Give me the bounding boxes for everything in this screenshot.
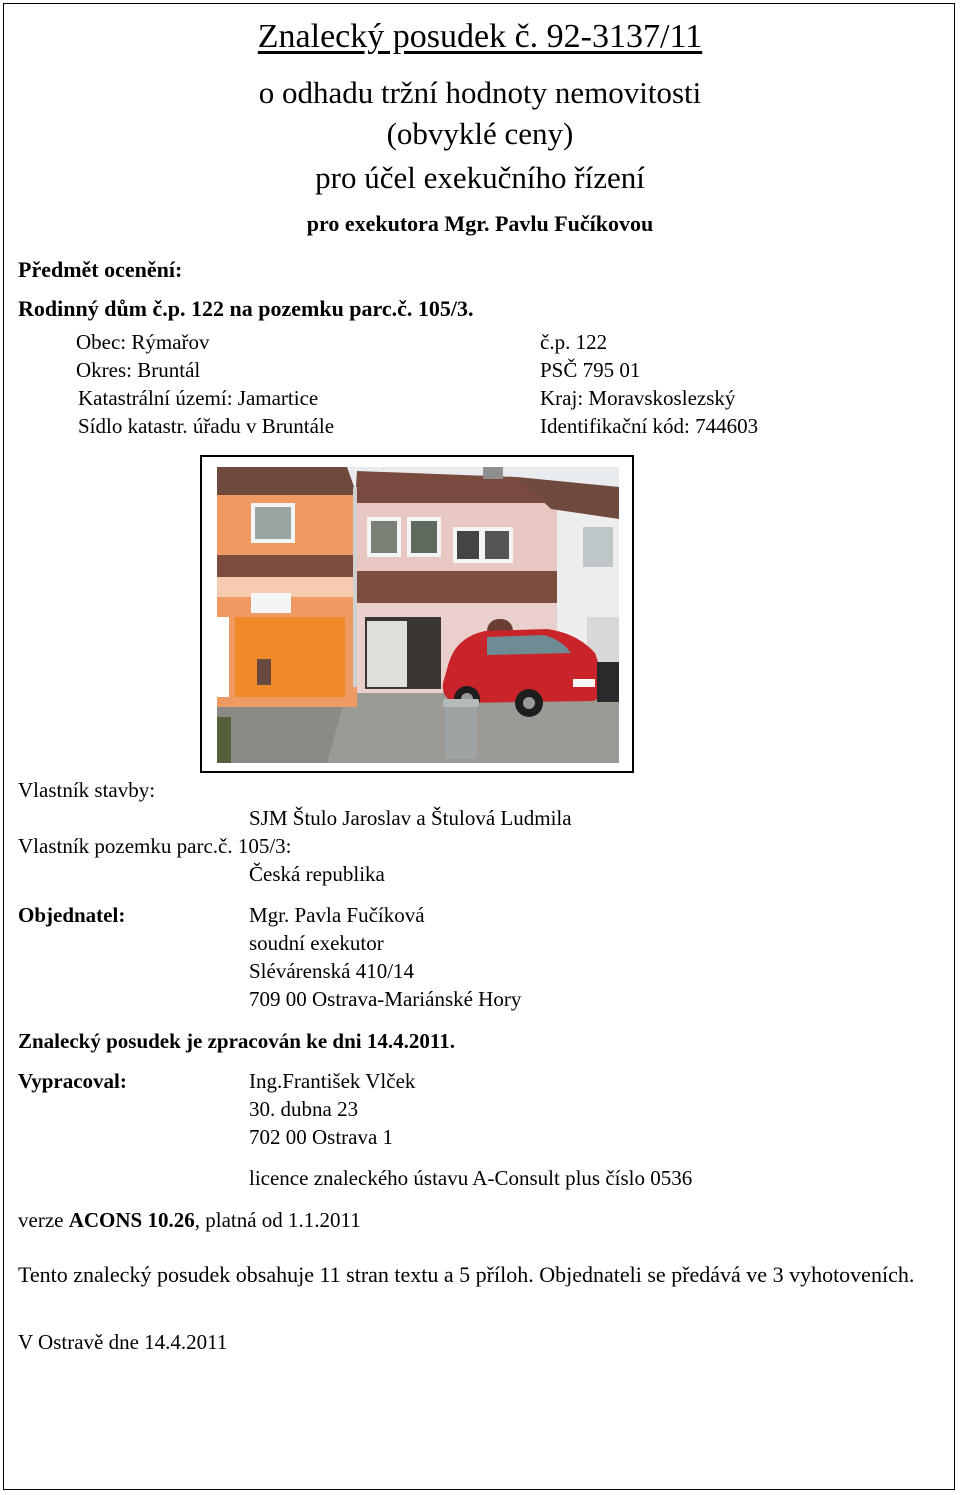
author-street: 30. dubna 23: [249, 1097, 359, 1121]
report-date-line: Znalecký posudek je zpracován ke dni 14.4.2011.: [18, 1029, 455, 1053]
client-street: Slévárenská 410/14: [249, 959, 415, 983]
document-title: Znalecký posudek č. 92-3137/11: [257, 18, 703, 55]
cadastral-office: Sídlo katastr. úřadu v Bruntále: [78, 414, 335, 438]
subtitle-valuation: o odhadu tržní hodnoty nemovitosti: [258, 75, 702, 110]
author-name: Ing.František Vlček: [249, 1069, 416, 1093]
building-owner-label: Vlastník stavby:: [18, 778, 156, 802]
municipality: Obec: Rýmařov: [76, 330, 210, 354]
client-city: 709 00 Ostrava-Mariánské Hory: [249, 987, 522, 1011]
author-city: 702 00 Ostrava 1: [249, 1125, 394, 1149]
client-role: soudní exekutor: [249, 931, 384, 955]
postal-code: PSČ 795 01: [540, 358, 641, 382]
identification-code: Identifikační kód: 744603: [540, 414, 759, 438]
contents-note: Tento znalecký posudek obsahuje 11 stran textu a 5 příloh. Objednateli se předává ve 3 vyhotoveních.: [18, 1262, 915, 1287]
subtitle-purpose: pro účel exekučního řízení: [315, 160, 645, 195]
executor-line: pro exekutora Mgr. Pavlu Fučíkovou: [306, 211, 654, 236]
software-version: [18, 1208, 361, 1233]
client-name: Mgr. Pavla Fučíková: [249, 903, 425, 927]
subject-label: Předmět ocenění:: [18, 257, 183, 282]
place-and-date: V Ostravě dne 14.4.2011: [18, 1330, 228, 1354]
house-number: č.p. 122: [540, 330, 608, 354]
version-name: ACONS 10.26: [68, 1208, 195, 1232]
version-suffix: , platná od 1.1.2011: [194, 1208, 361, 1232]
land-owner-value: Česká republika: [249, 862, 385, 886]
author-label: Vypracoval:: [18, 1069, 127, 1093]
land-owner-label: Vlastník pozemku parc.č. 105/3:: [18, 834, 292, 858]
building-owner-value: SJM Štulo Jaroslav a Štulová Ludmila: [249, 806, 572, 830]
cadastral-area: Katastrální území: Jamartice: [78, 386, 319, 410]
region: Kraj: Moravskoslezský: [540, 386, 736, 410]
version-prefix: verze: [18, 1208, 69, 1232]
license-line: licence znaleckého ústavu A-Consult plus číslo 0536: [249, 1166, 693, 1190]
district: Okres: Bruntál: [76, 358, 201, 382]
client-label: Objednatel:: [18, 903, 126, 927]
subtitle-usual-price: (obvyklé ceny): [386, 116, 574, 151]
subject-description: Rodinný dům č.p. 122 na pozemku parc.č. 105/3.: [18, 296, 474, 321]
property-photo: [217, 467, 619, 763]
property-photo-frame: [200, 455, 634, 773]
